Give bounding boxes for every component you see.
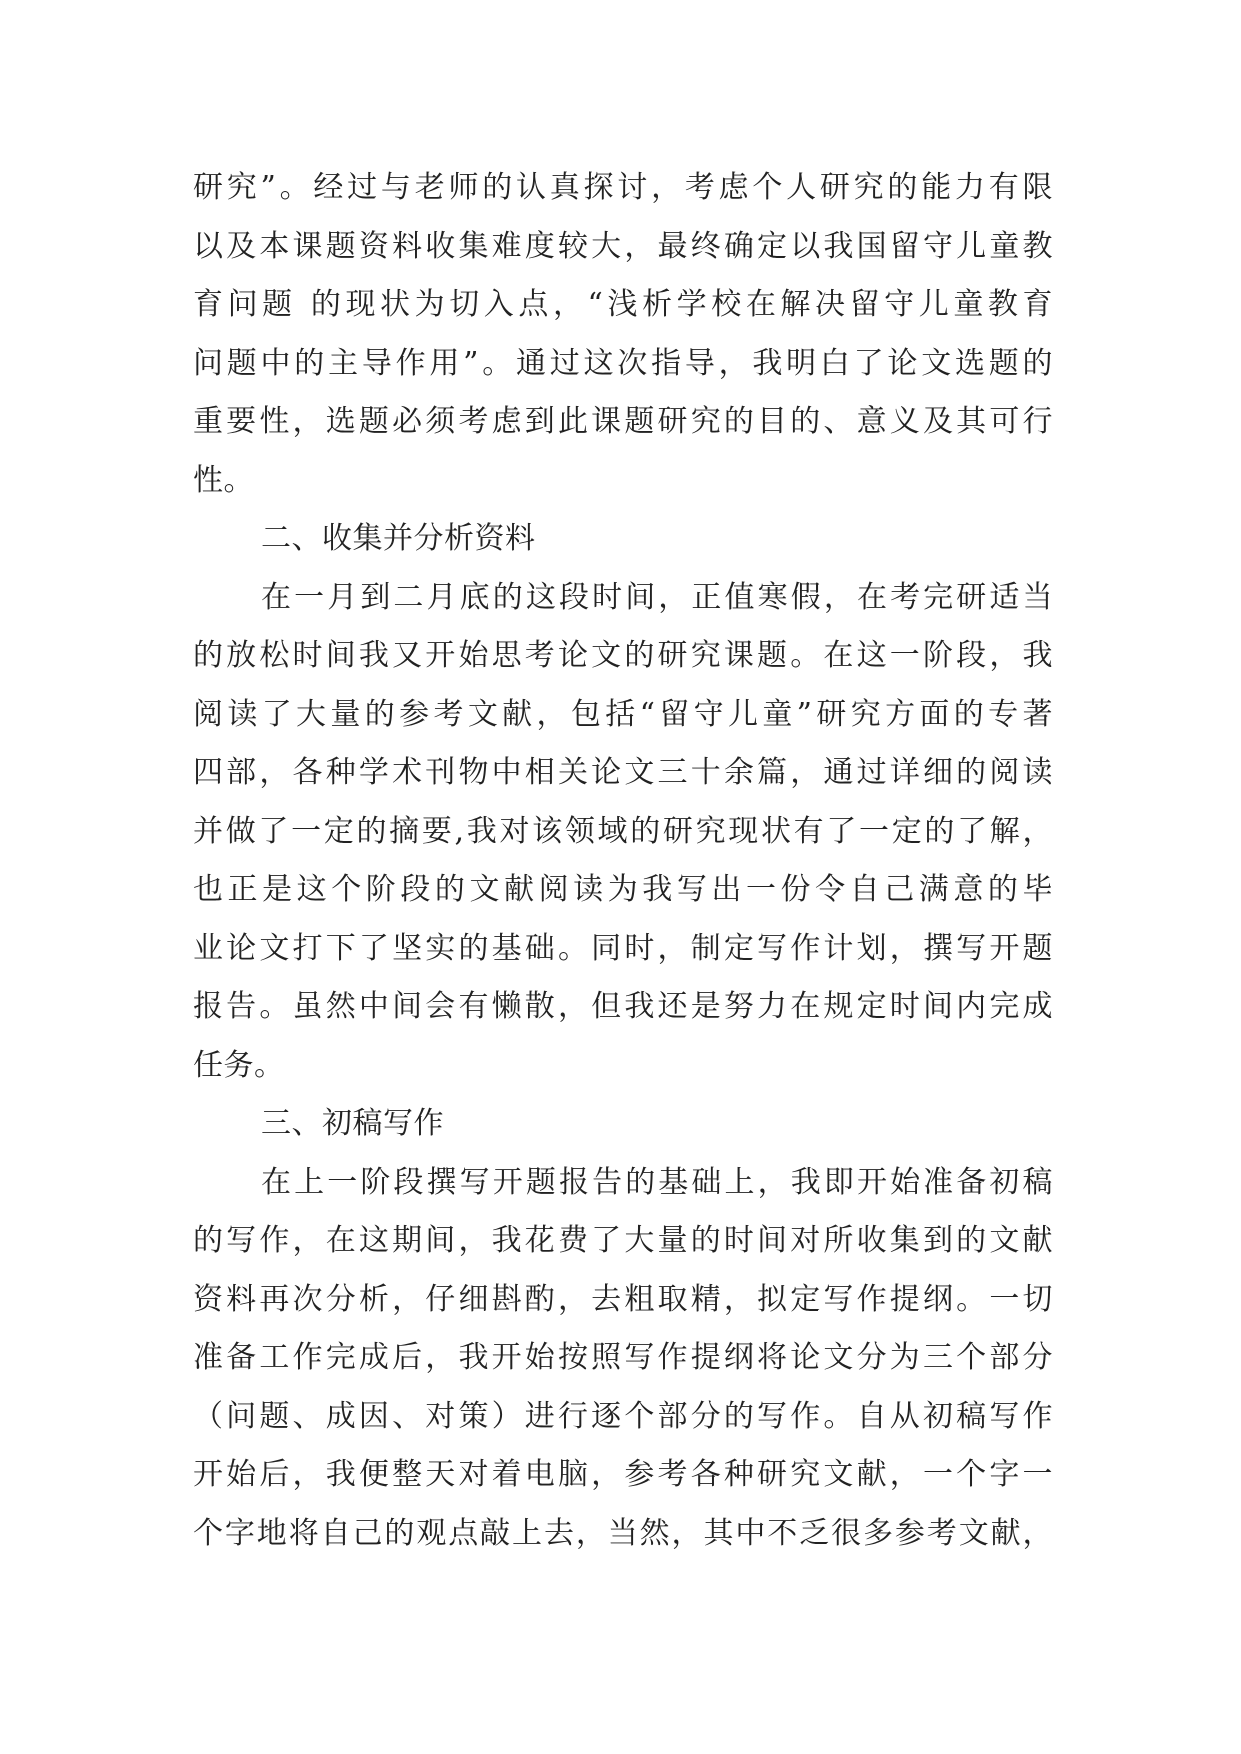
paragraph-line: 问题中的主导作用”。通过这次指导，我明白了论文选题的 <box>193 345 1053 381</box>
document-body <box>193 159 1053 1563</box>
paragraph-line: 在上一阶段撰写开题报告的基础上，我即开始准备初稿 <box>261 1164 1053 1200</box>
paragraph-1 <box>193 159 1053 510</box>
paragraph-line: 育问题 的现状为切入点，“浅析学校在解决留守儿童教育 <box>193 287 1053 322</box>
section-heading-2: 二、收集并分析资料 <box>261 521 536 556</box>
paragraph-line: 在一月到二月底的这段时间，正值寒假，在考完研适当 <box>261 579 1053 615</box>
paragraph-line: 开始后，我便整天对着电脑，参考各种研究文献，一个字一 <box>193 1457 1053 1492</box>
paragraph-line: 准备工作完成后，我开始按照写作提纲将论文分为三个部分 <box>193 1340 1053 1375</box>
paragraph-line: 四部，各种学术刊物中相关论文三十余篇，通过详细的阅读 <box>193 755 1053 790</box>
paragraph-line: 以及本课题资料收集难度较大，最终确定以我国留守儿童教 <box>193 228 1053 264</box>
paragraph-line: 重要性，选题必须考虑到此课题研究的目的、意义及其可行 <box>193 404 1053 439</box>
paragraph-line: 也正是这个阶段的文献阅读为我写出一份令自己满意的毕 <box>193 872 1053 907</box>
paragraph-3 <box>193 1154 1053 1564</box>
paragraph-line: （问题、成因、对策）进行逐个部分的写作。自从初稿写作 <box>193 1398 1053 1434</box>
paragraph-line: 性。 <box>193 462 254 498</box>
section-heading-3: 三、初稿写作 <box>261 1106 444 1141</box>
paragraph-line: 业论文打下了坚实的基础。同时，制定写作计划，撰写开题 <box>193 930 1053 966</box>
paragraph-line: 报告。虽然中间会有懒散，但我还是努力在规定时间内完成 <box>193 989 1053 1024</box>
paragraph-line: 资料再次分析，仔细斟酌，去粗取精，拟定写作提纲。一切 <box>193 1281 1053 1317</box>
paragraph-2 <box>193 569 1053 1096</box>
paragraph-line: 研究”。经过与老师的认真探讨，考虑个人研究的能力有限 <box>193 170 1053 205</box>
paragraph-line: 的写作，在这期间，我花费了大量的时间对所收集到的文献 <box>193 1223 1053 1258</box>
paragraph-line: 并做了一定的摘要,我对该领域的研究现状有了一定的了解， <box>193 813 1053 849</box>
paragraph-line: 个字地将自己的观点敲上去，当然，其中不乏很多参考文献， <box>193 1515 1053 1551</box>
paragraph-line: 任务。 <box>193 1047 285 1083</box>
paragraph-line: 的放松时间我又开始思考论文的研究课题。在这一阶段，我 <box>193 638 1053 673</box>
paragraph-line: 阅读了大量的参考文献，包括“留守儿童”研究方面的专著 <box>193 696 1053 732</box>
